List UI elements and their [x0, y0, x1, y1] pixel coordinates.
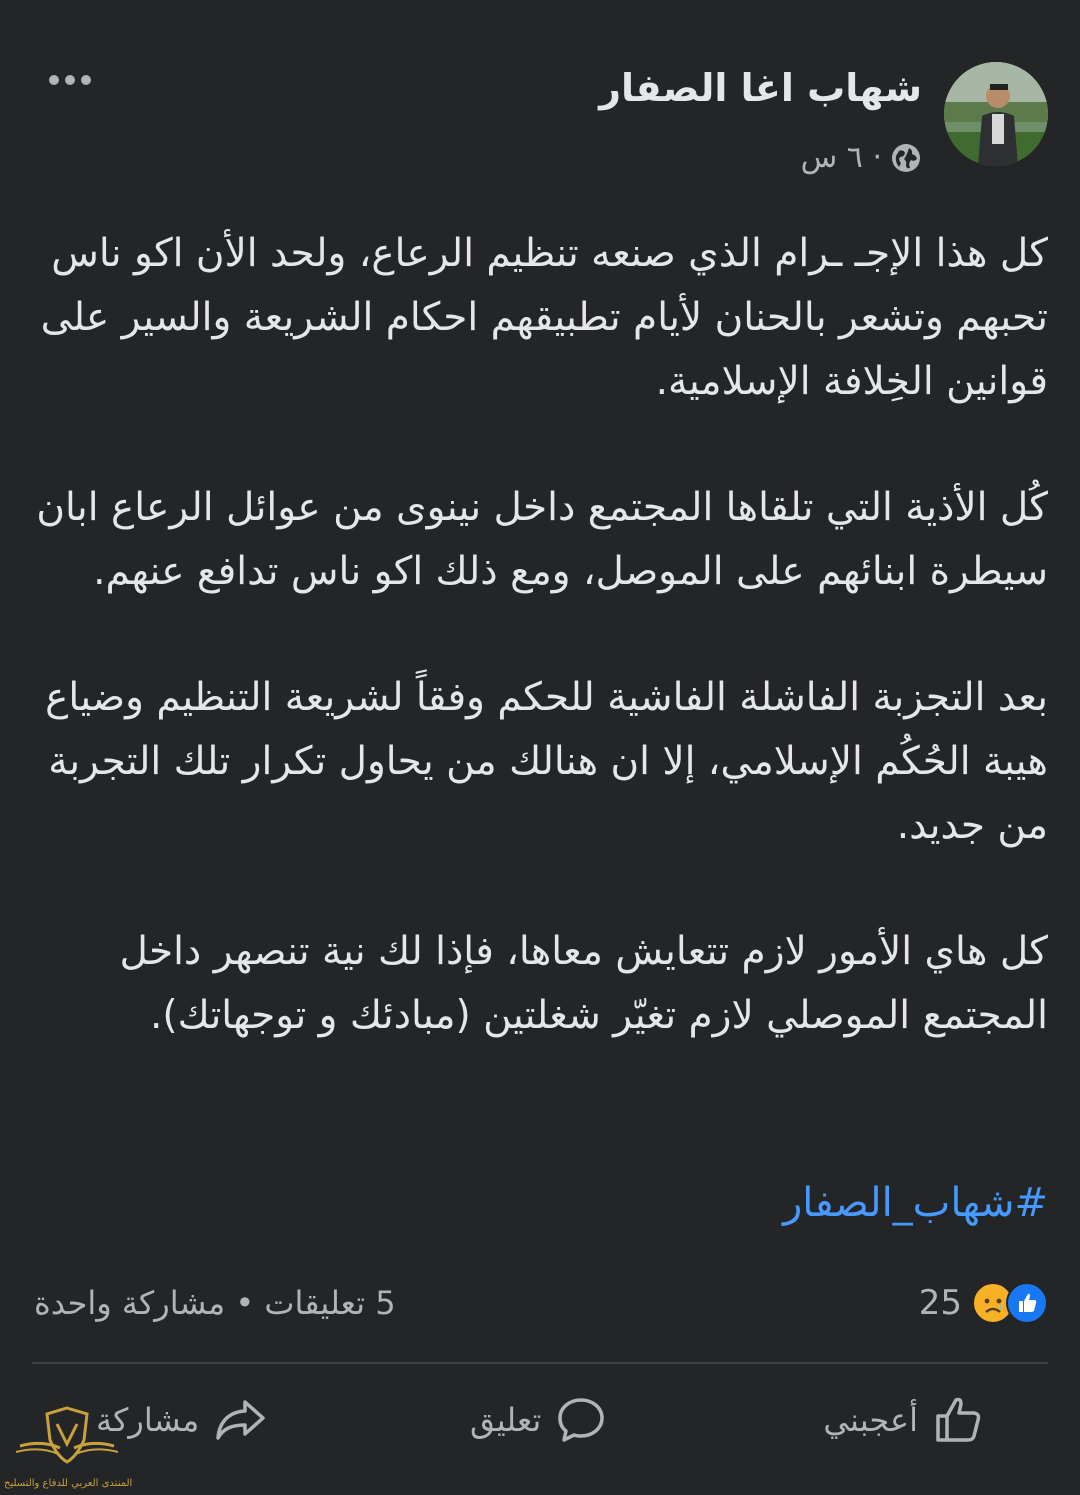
reaction-count: 25 — [918, 1283, 962, 1323]
hashtag-link[interactable]: #شهاب_الصفار — [782, 1180, 1048, 1226]
share-icon — [213, 1394, 269, 1446]
author-name[interactable]: شهاب اغا الصفار — [599, 66, 922, 110]
like-label: أعجبني — [823, 1401, 918, 1439]
comment-button[interactable] — [470, 1390, 607, 1450]
post-paragraph-2: كُل الأذية التي تلقاها المجتمع داخل نينوى من عوائل الرعاع ابان سيطرة ابنائهم على الموصل، ومع ذلك اكو ناس تدافع عنهم. — [36, 485, 1048, 594]
post-text — [32, 222, 1048, 1048]
watermark-text: المنتدى العربي للدفاع والتسليح — [4, 1478, 133, 1489]
post-paragraph-3: بعد التجزبة الفاشلة الفاشية للحكم وفقاً لشريعة التنظيم وضياع هيبة الحُكُم الإسلامي، إلا ان هنالك من يحاول تكرار تلك التجربة من جديد. — [45, 675, 1048, 848]
post-paragraph-1: كل هذا الإجـ ـرام الذي صنعه تنظيم الرعاع، ولحد الأن اكو ناس تحبهم وتشعر بالحنان لأيام تطبيقهم احكام الشريعة والسير على قوانين الخِلافة الإسلامية. — [40, 231, 1048, 404]
post-meta — [801, 140, 922, 175]
more-options-dot — [65, 75, 75, 85]
comment-label: تعليق — [470, 1401, 542, 1439]
more-options-icon — [49, 75, 59, 85]
more-options-dot — [81, 75, 91, 85]
post-timestamp[interactable]: ٦ س · — [800, 140, 882, 175]
comment-icon — [555, 1394, 607, 1446]
like-button[interactable] — [823, 1390, 984, 1450]
like-reaction-icon — [1006, 1282, 1048, 1324]
post-paragraph-4: كل هاي الأمور لازم تتعايش معاها، فإذا لك نية تنصهر داخل المجتمع الموصلي لازم تغيّر شغلتين (مبادئك و توجهاتك). — [119, 929, 1048, 1038]
avatar[interactable] — [944, 62, 1048, 166]
share-label: مشاركة — [96, 1401, 200, 1439]
avatar-photo — [944, 62, 1048, 166]
divider — [32, 1362, 1048, 1364]
globe-icon — [890, 142, 922, 174]
reactions-summary[interactable] — [919, 1282, 1048, 1324]
comments-shares-count[interactable]: 5 تعليقات • مشاركة واحدة — [34, 1284, 396, 1322]
more-options-button[interactable] — [40, 60, 100, 100]
thumbs-up-icon — [932, 1394, 984, 1446]
